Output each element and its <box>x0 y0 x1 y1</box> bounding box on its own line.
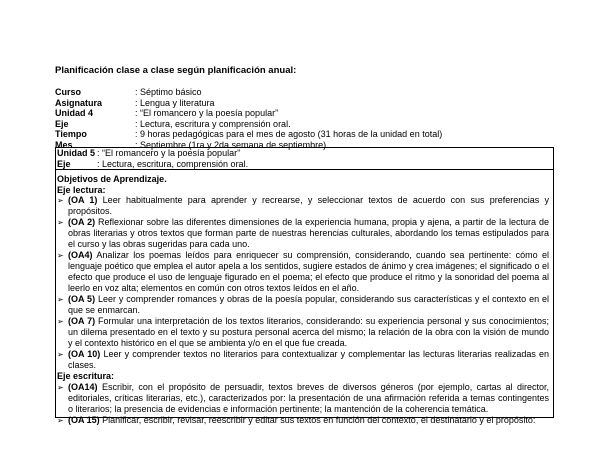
list-item <box>57 415 549 426</box>
field-value: : Lectura, escritura y comprensión oral. <box>135 118 291 129</box>
unit-row <box>56 148 553 159</box>
arrowhead-bullet-icon: ➢ <box>57 196 64 205</box>
arrowhead-bullet-icon: ➢ <box>57 382 64 392</box>
field-label: Mes <box>55 139 73 150</box>
oa-text: Analizar los poemas leídos para enriquecer su comprensión, considerando, cuando sea pertinente: cómo el lenguaje poético que emplea el autor apela a los sentidos, sugiere estados de ánimo y crea imágenes; el significado o el efecto que produce el uso de lenguaje figurado en el poema; el efecto que produce el ritmo y la sonoridad del poema al leerlo en voz alta; elementos en común con otros textos leídos en el año. <box>68 250 549 293</box>
oa-code: (OA 1) <box>68 195 98 205</box>
oa-text: Formular una interpretación de los textos literarios, considerando: su experiencia personal y sus conocimientos; un dilema presentado en el texto y su postura personal acerca del mismo; la relación de la obra con la visión de mundo y el contexto histórico en el que se ambienta y/o en el que fue creada. <box>68 316 549 348</box>
field-asignatura <box>55 98 442 109</box>
oa-text: Leer y comprender textos no literarios para contextualizar y complementar las lecturas literarias realizadas en clases. <box>68 349 550 370</box>
header-fields <box>55 87 442 150</box>
field-value: : Septiembre (1ra y 2da semana de septiembre) <box>135 139 327 150</box>
list-item <box>57 294 549 316</box>
arrowhead-bullet-icon: ➢ <box>57 350 64 359</box>
field-eje <box>55 119 442 130</box>
field-label: Tiempo <box>55 129 87 139</box>
field-curso <box>55 87 442 98</box>
arrowhead-bullet-icon: ➢ <box>57 295 64 304</box>
field-label: Eje <box>55 118 69 129</box>
oa-code: (OA14) <box>68 381 98 392</box>
list-item <box>57 349 549 371</box>
arrowhead-bullet-icon: ➢ <box>57 218 64 227</box>
objectives-box <box>55 170 554 425</box>
list-item <box>57 195 549 217</box>
oa-text: Planificar, escribir, revisar, reescribir y editar sus textos en función del contexto, el destinatario y el propósito: <box>99 414 536 425</box>
oa-code: (OA 7) <box>68 316 96 326</box>
axis-label: Eje <box>57 158 71 169</box>
list-item <box>57 316 549 349</box>
field-unidad <box>55 108 442 119</box>
unit-value: : “El romancero y la poesía popular” <box>97 148 241 158</box>
reading-heading: Eje lectura: <box>57 184 106 195</box>
arrowhead-bullet-icon: ➢ <box>57 251 64 260</box>
oa-code: (OA 10) <box>68 349 101 359</box>
field-tiempo <box>55 129 442 140</box>
field-label: Curso <box>55 87 82 97</box>
oa-text: Leer habitualmente para aprender y recrearse, y seleccionar textos de acuerdo con sus preferencias y propósitos. <box>68 195 549 216</box>
oa-text: Escribir, con el propósito de persuadir, textos breves de diversos géneros (por ejemplo, cartas al director, editoriales, críticas literarias, etc.), caracterizados por: la presentación de una afirmación referida a temas contingentes o literarios; la presencia de evidencias e información pertinente; la mantención de la coherencia temática. <box>68 381 549 414</box>
document-title: Planificación clase a clase según planificación anual: <box>55 65 297 76</box>
unit-label: Unidad 5 <box>57 148 96 158</box>
list-item <box>57 217 549 250</box>
field-value: : Lengua y literatura <box>135 97 215 108</box>
oa-text: Leer y comprender romances y obras de la poesía popular, considerando sus características y el contexto en el que se enmarcan. <box>68 294 550 315</box>
field-label: Unidad 4 <box>55 108 94 118</box>
oa-text: Reflexionar sobre las diferentes dimensiones de la experiencia humana, propia y ajena, a partir de la lectura de obras literarias y otros textos que forman parte de nuestras herencias culturales, abordando los temas estipulados para el curso y las obras sugeridas para cada uno. <box>68 217 549 249</box>
field-label: Asignatura <box>55 97 103 108</box>
axis-value: : Lectura, escritura, comprensión oral. <box>97 158 249 169</box>
list-item <box>57 382 549 415</box>
objectives-heading: Objetivos de Aprendizaje. <box>57 174 167 184</box>
oa-code: (OA 2) <box>68 217 96 227</box>
oa-code: (OA 15) <box>68 414 100 425</box>
oa-code: (OA 5) <box>68 294 96 304</box>
arrowhead-bullet-icon: ➢ <box>57 415 64 425</box>
field-value: : 9 horas pedagógicas para el mes de agosto (31 horas de la unidad en total) <box>135 129 443 139</box>
field-value: : “El romancero y la poesía popular” <box>135 108 279 118</box>
field-value: : Séptimo básico <box>135 87 202 97</box>
list-item <box>57 250 549 294</box>
arrowhead-bullet-icon: ➢ <box>57 317 64 326</box>
oa-code: (OA4) <box>68 250 93 260</box>
unit-box <box>55 147 554 170</box>
axis-row <box>56 159 553 170</box>
writing-heading: Eje escritura: <box>57 371 115 381</box>
